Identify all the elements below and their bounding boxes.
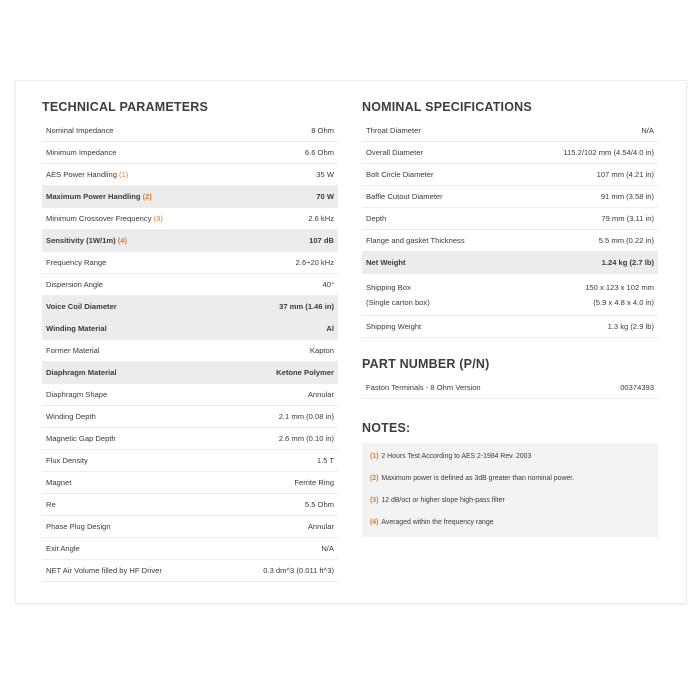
note-text: 2 Hours Test According to AES 2-1984 Rev. 2003	[381, 453, 532, 460]
parameter-label: Former Material	[46, 346, 100, 355]
parameter-value: Ketone Polymer	[276, 368, 334, 377]
parameter-value: 2.6 kHz	[308, 214, 334, 223]
table-row-diaphragm-shape	[42, 384, 338, 406]
shipping-box-sublabel: (Single carton box)	[366, 297, 430, 307]
table-row-dispersion-angle	[42, 274, 338, 296]
parameter-label: Sensitivity (1W/1m) (4)	[46, 236, 128, 245]
specification-label: Depth	[366, 214, 387, 223]
note-reference: (4)	[117, 236, 128, 245]
parameter-label: Re	[46, 500, 56, 509]
specification-value: 115.2/102 mm (4.54/4.0 in)	[563, 148, 654, 157]
specification-value: 79 mm (3.11 in)	[601, 214, 654, 223]
parameter-value: 70 W	[316, 192, 334, 201]
specification-value: 1.24 kg (2.7 lb)	[601, 258, 654, 267]
table-row-winding-depth	[42, 406, 338, 428]
note-number: (4)	[370, 519, 379, 526]
technical-parameters-section	[42, 98, 338, 582]
table-row-overall-diameter	[362, 142, 658, 164]
table-row-shipping-box	[362, 274, 658, 316]
table-row-net-air-volume-filled-by-hf-driver	[42, 560, 338, 582]
parameter-label: Minimum Crossover Frequency (3)	[46, 214, 163, 223]
parameter-label: Exit Angle	[46, 544, 80, 553]
table-row-throat-diameter	[362, 120, 658, 142]
note-text: Averaged within the frequency range	[381, 519, 494, 526]
parameter-value: N/A	[321, 544, 334, 553]
note-item	[370, 468, 650, 490]
table-row-flux-density	[42, 450, 338, 472]
parameter-label: Winding Material	[46, 324, 107, 333]
specification-value: 107 mm (4.21 in)	[596, 170, 654, 179]
note-item	[370, 512, 650, 534]
note-number: (2)	[370, 475, 379, 482]
table-row-phase-plug-design	[42, 516, 338, 538]
note-item	[370, 446, 650, 468]
parameter-value: 107 dB	[309, 236, 334, 245]
specification-label: Net Weight	[366, 258, 406, 267]
table-row-shipping-weight	[362, 316, 658, 338]
parameter-value: 37 mm (1.46 in)	[279, 302, 334, 311]
parameter-label: Voice Coil Diameter	[46, 302, 117, 311]
parameter-value: Annular	[307, 522, 334, 531]
table-row-nominal-impedance	[42, 120, 338, 142]
note-number: (3)	[370, 497, 379, 504]
parameter-label: Magnet	[46, 478, 72, 487]
table-row-flange-and-gasket-thickness	[362, 230, 658, 252]
table-row-maximum-power-handling	[42, 186, 338, 208]
parameter-value: 6.6 Ohm	[304, 148, 334, 157]
shipping-box-value-in: (5.9 x 4.8 x 4.0 in)	[593, 297, 654, 307]
part-number-heading: PART NUMBER (P/N)	[362, 357, 490, 371]
nominal-specifications-heading: NOMINAL SPECIFICATIONS	[362, 100, 532, 114]
specification-label: Throat Diameter	[366, 126, 421, 135]
parameter-label: Phase Plug Design	[46, 522, 111, 531]
table-row-baffle-cutout-diameter	[362, 186, 658, 208]
parameter-label: Frequency Range	[46, 258, 107, 267]
table-row-part-number	[362, 377, 658, 399]
part-number-value: 00374393	[620, 383, 654, 392]
parameter-value: Al	[326, 324, 334, 333]
table-row-former-material	[42, 340, 338, 362]
parameter-label: Nominal Impedance	[46, 126, 114, 135]
note-item	[370, 490, 650, 512]
note-reference: (2)	[142, 192, 152, 201]
parameter-label: Winding Depth	[46, 412, 96, 421]
parameter-value: 5.5 Ohm	[304, 500, 334, 509]
parameter-value: 0.3 dm^3 (0.011 ft^3)	[263, 566, 334, 575]
notes-box	[362, 443, 658, 537]
table-row-frequency-range	[42, 252, 338, 274]
technical-parameters-table	[42, 120, 338, 582]
notes-heading: NOTES:	[362, 421, 411, 435]
table-row-diaphragm-material	[42, 362, 338, 384]
parameter-value: 2.6 mm (0.10 in)	[278, 434, 334, 443]
table-row-exit-angle	[42, 538, 338, 560]
table-row-re	[42, 494, 338, 516]
table-row-magnetic-gap-depth	[42, 428, 338, 450]
parameter-label: Minimum Impedance	[46, 148, 117, 157]
note-text: 12 dB/oct or higher slope high-pass filter	[381, 497, 505, 504]
table-row-magnet	[42, 472, 338, 494]
nominal-specifications-table	[362, 120, 658, 274]
right-column	[362, 98, 658, 537]
note-number: (1)	[370, 453, 379, 460]
table-row-sensitivity-1w-1m	[42, 230, 338, 252]
parameter-label: Diaphragm Shape	[46, 390, 108, 399]
shipping-weight-value: 1.3 kg (2.9 lb)	[607, 322, 654, 331]
parameter-label: Magnetic Gap Depth	[46, 434, 116, 443]
note-text: Maximum power is defined as 3dB greater than nominal power.	[381, 475, 575, 482]
parameter-value: 2.6÷20 kHz	[295, 258, 334, 267]
shipping-box-label: Shipping Box	[366, 282, 411, 292]
part-number-label: Faston Terminals - 8 Ohm Version	[366, 383, 481, 392]
table-row-bolt-circle-diameter	[362, 164, 658, 186]
parameter-value: 8 Ohm	[311, 126, 334, 135]
shipping-weight-label: Shipping Weight	[366, 322, 422, 331]
table-row-aes-power-handling	[42, 164, 338, 186]
table-row-winding-material	[42, 318, 338, 340]
parameter-label: Maximum Power Handling (2)	[46, 192, 152, 201]
specification-label: Flange and gasket Thickness	[366, 236, 465, 245]
parameter-value: Annular	[307, 390, 334, 399]
table-row-net-weight	[362, 252, 658, 274]
specification-label: Bolt Circle Diameter	[366, 170, 434, 179]
specification-value: 91 mm (3.58 in)	[600, 192, 654, 201]
specification-value: N/A	[641, 126, 654, 135]
specification-value: 5.5 mm (0.22 in)	[598, 236, 654, 245]
specification-label: Baffle Cutout Diameter	[366, 192, 443, 201]
parameter-value: Kapton	[309, 346, 334, 355]
parameter-value: 2.1 mm (0.08 in)	[278, 412, 334, 421]
parameter-label: AES Power Handling (1)	[46, 170, 129, 179]
technical-parameters-heading: TECHNICAL PARAMETERS	[42, 100, 209, 114]
parameter-value: 35 W	[316, 170, 334, 179]
parameter-value: 40°	[322, 280, 334, 289]
parameter-label: NET Air Volume filled by HF Driver	[46, 566, 162, 575]
parameter-label: Diaphragm Material	[46, 368, 117, 377]
note-reference: (1)	[119, 170, 129, 179]
shipping-box-value-mm: 150 x 123 x 102 mm	[585, 282, 654, 292]
specification-label: Overall Diameter	[366, 148, 423, 157]
parameter-label: Dispersion Angle	[46, 280, 103, 289]
parameter-value: 1.5 T	[316, 456, 334, 465]
table-row-minimum-impedance	[42, 142, 338, 164]
note-reference: (3)	[153, 214, 163, 223]
table-row-minimum-crossover-frequency	[42, 208, 338, 230]
table-row-depth	[362, 208, 658, 230]
parameter-value: Ferrite Ring	[294, 478, 334, 487]
parameter-label: Flux Density	[46, 456, 88, 465]
table-row-voice-coil-diameter	[42, 296, 338, 318]
